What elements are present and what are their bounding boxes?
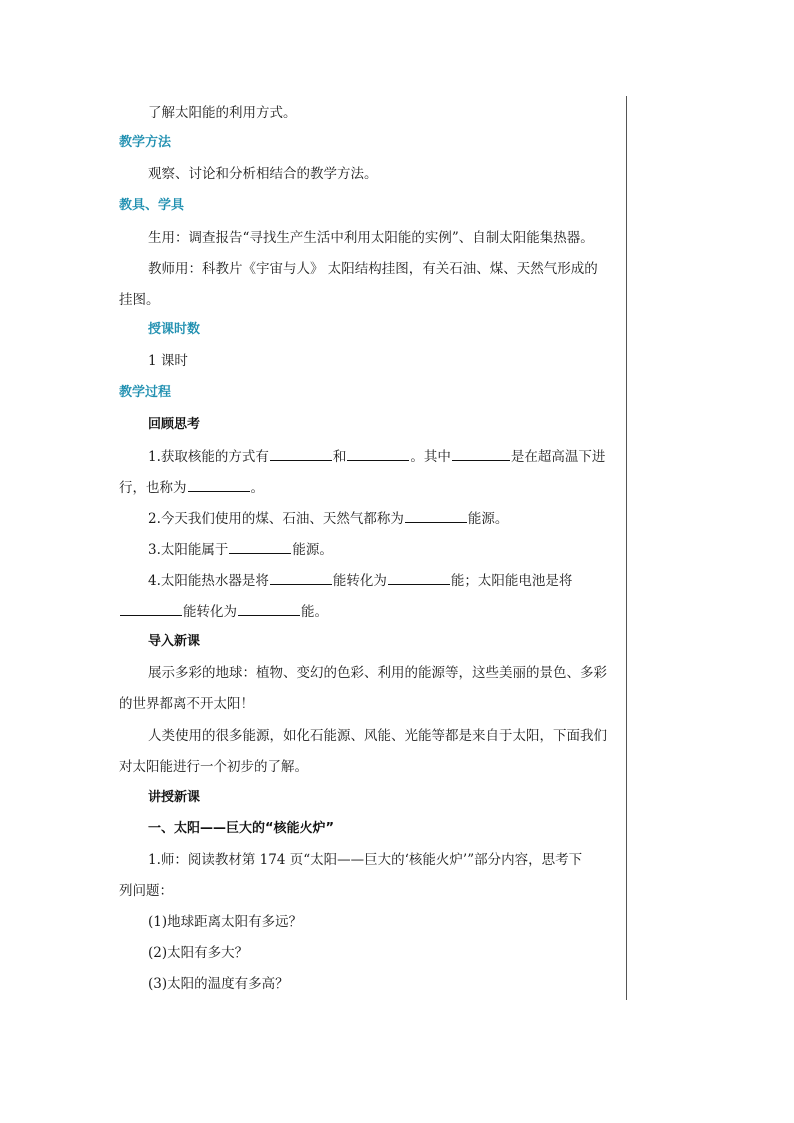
q1-text-f: 。: [250, 480, 264, 496]
heading-class-hours: 授课时数: [148, 322, 201, 337]
answer-blank: [270, 571, 332, 585]
heading-teaching-method: 教学方法: [119, 135, 172, 150]
heading-section-1: 一、太阳——巨大的“核能火炉”: [148, 821, 335, 836]
reading-task-1-cont: 列问题：: [119, 883, 173, 899]
q4-text-c: 能；太阳能电池是将: [450, 573, 573, 589]
heading-intro: 导入新课: [148, 634, 201, 649]
class-hours-text: 1 课时: [148, 353, 188, 369]
heading-review: 回顾思考: [148, 417, 201, 432]
q4-text-e: 能。: [301, 604, 328, 620]
q2-text-b: 能源。: [467, 511, 509, 527]
objective-text: 了解太阳能的利用方式。: [148, 105, 297, 121]
answer-blank: [405, 509, 467, 523]
intro-text-3: 人类使用的很多能源，如化石能源、风能、光能等都是来自于太阳，下面我们: [148, 728, 607, 744]
sub-question-1: (1)地球距离太阳有多远？: [148, 914, 303, 930]
q1-text-b: 和: [332, 449, 347, 465]
teaching-method-text: 观察、讨论和分析相结合的教学方法。: [148, 166, 378, 182]
q1-text-e: 行，也称为: [119, 480, 187, 496]
answer-blank: [270, 447, 332, 461]
answer-blank: [452, 447, 510, 461]
heading-teaching-tools: 教具、学具: [119, 198, 185, 213]
answer-blank: [347, 447, 409, 461]
answer-blank: [388, 571, 450, 585]
heading-new-lesson: 讲授新课: [148, 790, 201, 805]
question-3: [148, 540, 333, 559]
answer-blank: [229, 540, 291, 554]
sub-question-2: (2)太阳有多大？: [148, 945, 249, 961]
table-right-border: [626, 96, 627, 1000]
question-1-cont: [119, 478, 264, 497]
q2-text-a: 2.今天我们使用的煤、石油、天然气都称为: [148, 511, 404, 527]
answer-blank: [238, 602, 300, 616]
q3-text-b: 能源。: [292, 542, 333, 558]
answer-blank: [188, 478, 250, 492]
intro-text-1: 展示多彩的地球：植物、变幻的色彩、利用的能源等，这些美丽的景色、多彩: [148, 665, 607, 681]
teacher-tools-text: 教师用：科教片《宇宙与人》 太阳结构挂图，有关石油、煤、天然气形成的: [148, 261, 598, 277]
q4-text-d: 能转化为: [183, 604, 237, 620]
question-1: [148, 447, 605, 466]
heading-teaching-process: 教学过程: [119, 385, 172, 400]
q3-text-a: 3.太阳能属于: [148, 542, 229, 558]
intro-text-2: 的世界都离不开太阳！: [119, 696, 254, 712]
q1-text-a: 1.获取核能的方式有: [148, 449, 269, 465]
question-2: [148, 509, 508, 528]
answer-blank: [120, 602, 182, 616]
q4-text-b: 能转化为: [332, 573, 387, 589]
reading-task-1: 1.师：阅读教材第 174 页“太阳——巨大的‘核能火炉’”部分内容，思考下: [148, 852, 583, 868]
intro-text-4: 对太阳能进行一个初步的了解。: [119, 759, 308, 775]
teacher-tools-text-cont: 挂图。: [119, 292, 160, 308]
question-4-cont: [119, 602, 328, 621]
question-4: [148, 571, 572, 590]
student-tools-text: 生用：调查报告“寻找生产生活中利用太阳能的实例”、自制太阳能集热器。: [148, 230, 594, 246]
sub-question-3: (3)太阳的温度有多高？: [148, 976, 289, 992]
q4-text-a: 4.太阳能热水器是将: [148, 573, 269, 589]
q1-text-c: 。其中: [410, 449, 451, 465]
q1-text-d: 是在超高温下进: [510, 449, 606, 465]
